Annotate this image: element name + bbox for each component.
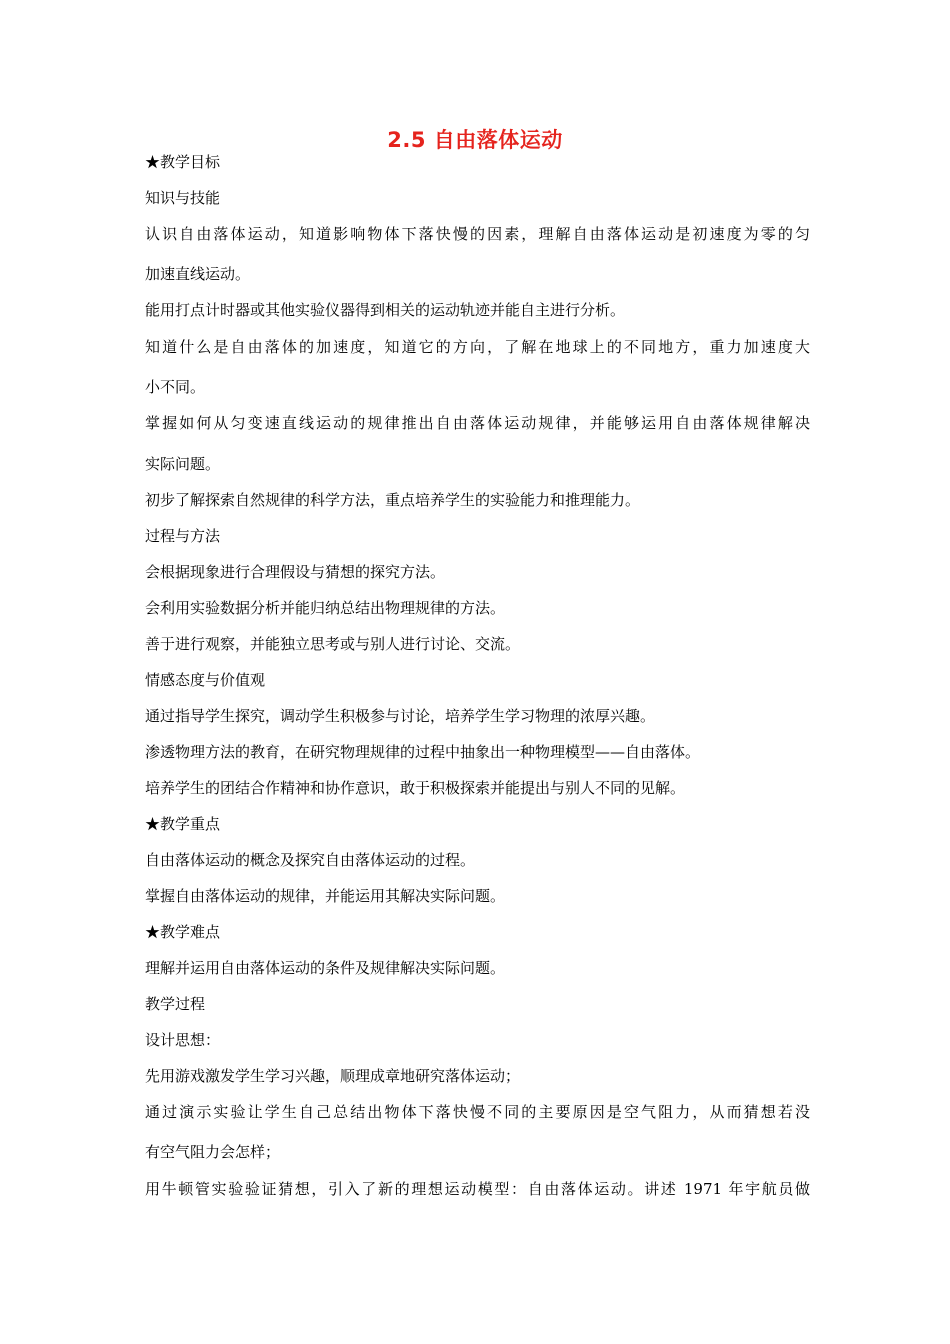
paragraph-line: 通过指导学生探究，调动学生积极参与讨论，培养学生学习物理的浓厚兴趣。: [145, 707, 656, 725]
paragraph-line: 自由落体运动的概念及探究自由落体运动的过程。: [145, 851, 476, 869]
document-title: 2.5 自由落体运动: [387, 128, 563, 152]
paragraph-line: 理解并运用自由落体运动的条件及规律解决实际问题。: [145, 959, 506, 977]
subheading-process-methods: 过程与方法: [145, 527, 221, 545]
paragraph-line: 小不同。: [145, 378, 206, 396]
section-heading-objectives: ★教学目标: [145, 153, 221, 171]
paragraph-line: 善于进行观察，并能独立思考或与别人进行讨论、交流。: [145, 635, 521, 653]
paragraph-line: 实际问题。: [145, 455, 221, 473]
paragraph-line: 加速直线运动。: [145, 265, 251, 283]
paragraph-line: 初步了解探索自然规律的科学方法，重点培养学生的实验能力和推理能力。: [145, 491, 641, 509]
subheading-teaching-process: 教学过程: [145, 995, 206, 1013]
paragraph-line: 渗透物理方法的教育，在研究物理规律的过程中抽象出一种物理模型——自由落体。: [145, 743, 701, 761]
paragraph-line: 会根据现象进行合理假设与猜想的探究方法。: [145, 563, 446, 581]
section-heading-difficulties: ★教学难点: [145, 923, 221, 941]
paragraph-line: 通过演示实验让学生自己总结出物体下落快慢不同的主要原因是空气阻力，从而猜想若没: [145, 1103, 810, 1121]
paragraph-line: 用牛顿管实验验证猜想，引入了新的理想运动模型：自由落体运动。讲述 1971 年宇航员做: [145, 1180, 810, 1198]
paragraph-line: 有空气阻力会怎样；: [145, 1143, 281, 1161]
subheading-attitudes-values: 情感态度与价值观: [145, 671, 266, 689]
subheading-design-idea: 设计思想：: [145, 1031, 221, 1049]
paragraph-line: 培养学生的团结合作精神和协作意识，敢于积极探索并能提出与别人不同的见解。: [145, 779, 686, 797]
paragraph-line: 先用游戏激发学生学习兴趣，顺理成章地研究落体运动；: [145, 1067, 521, 1085]
subheading-knowledge-skills: 知识与技能: [145, 189, 221, 207]
section-heading-key-points: ★教学重点: [145, 815, 221, 833]
paragraph-line: 会利用实验数据分析并能归纳总结出物理规律的方法。: [145, 599, 506, 617]
paragraph-line: 知道什么是自由落体的加速度，知道它的方向，了解在地球上的不同地方，重力加速度大: [145, 338, 810, 356]
paragraph-line: 掌握如何从匀变速直线运动的规律推出自由落体运动规律，并能够运用自由落体规律解决: [145, 414, 810, 432]
paragraph-line: 能用打点计时器或其他实验仪器得到相关的运动轨迹并能自主进行分析。: [145, 301, 626, 319]
paragraph-line: 掌握自由落体运动的规律，并能运用其解决实际问题。: [145, 887, 506, 905]
paragraph-line: 认识自由落体运动，知道影响物体下落快慢的因素，理解自由落体运动是初速度为零的匀: [145, 225, 810, 243]
